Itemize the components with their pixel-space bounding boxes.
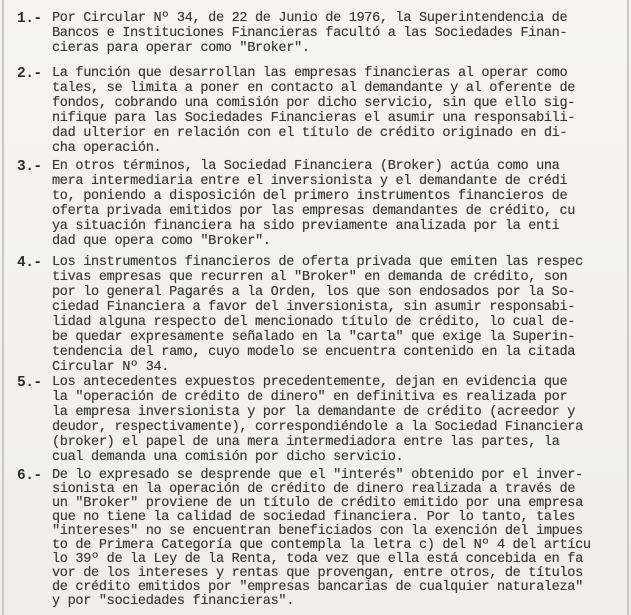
paragraph-line: y por "sociedades financieras".	[52, 594, 295, 609]
paragraph-line: la "operación de crédito de dinero" en definitiva es realizada por	[52, 390, 568, 405]
paragraph-line: un "Broker" proviene de un título de crédito emitido por una empresa	[52, 496, 583, 511]
paragraph-line: cha operación.	[52, 141, 162, 156]
paragraph-line: de crédito emitidos por "empresas bancarias de cualquier naturaleza"	[52, 580, 583, 595]
paragraph-line: ciedad Financiera a favor del inversionista, sin asumir responsabi-	[52, 300, 576, 315]
paragraph-line: tales, se limita a poner en contacto al demandante y al oferente de	[52, 81, 576, 96]
paragraph-line: Los antecedentes expuestos precedentemente, dejan en evidencia que	[52, 375, 568, 390]
paragraph-line: Bancos e Instituciones Financieras facultó a las Sociedades Finan-	[52, 26, 568, 41]
paragraph-line: nifique para las Sociedades Financieras el asumir una responsabili-	[52, 111, 576, 126]
paragraph-line: Circular Nº 34.	[52, 360, 170, 375]
paragraph-number: 5.-	[17, 375, 42, 391]
paragraph-line: cieras para operar como "Broker".	[52, 41, 310, 56]
paragraph-line: cual demanda una comisión por dicho servicio.	[52, 450, 404, 465]
paragraph-line: De lo expresado se desprende que el "interés" obtenido por el inver-	[52, 468, 583, 483]
paragraph-number: 3.-	[17, 159, 42, 175]
paragraph-line: "intereses" no se encuentran beneficiados con la exención del impues	[52, 524, 583, 539]
page-edge-left	[2, 0, 4, 615]
paragraph-number: 1.-	[17, 11, 42, 27]
paragraph-line: En otros términos, la Sociedad Financiera (Broker) actúa como una	[52, 159, 560, 174]
paragraph-line: tendencia del ramo, cuyo modelo se encuentra contenido en la citada	[52, 345, 576, 360]
paragraph-line: oferta privada emitidos por las empresas demandantes de crédito, cu	[52, 204, 576, 219]
paragraph-line: que no tiene la calidad de sociedad financiera. Por lo tanto, tales	[52, 510, 576, 525]
paragraph-line: la empresa inversionista y por la demandante de crédito (acreedor y	[52, 405, 576, 420]
paragraph-line: lo 39º de la Ley de la Renta, toda vez que ella está concebida en fa	[52, 552, 583, 567]
paragraph-line: sionista en la operación de crédito de dinero realizada a través de	[52, 482, 576, 497]
paragraph-number: 4.-	[17, 255, 42, 271]
paragraph-line: dad que opera como "Broker".	[52, 234, 271, 249]
paragraph-line: vor de los intereses y rentas que provengan, entre otros, de títulos	[52, 566, 583, 581]
paragraph-line: (broker) el papel de una mera intermediadora entre las partes, la	[52, 435, 560, 450]
paragraph-number: 6.-	[17, 468, 42, 484]
paragraph-line: dad ulterior en relación con el título de crédito originado en di-	[52, 126, 568, 141]
paragraph-line: deudor, respectivamente), correspondiéndole a la Sociedad Financiera	[52, 420, 583, 435]
page-edge-right	[627, 0, 629, 615]
paragraph-line: Por Circular Nº 34, de 22 de Junio de 1976, la Superintendencia de	[52, 11, 568, 26]
paragraph-line: Los instrumentos financieros de oferta privada que emiten las respec	[52, 255, 583, 270]
paragraph-line: to de Primera Categoría que contempla la letra c) del Nº 4 del artícu	[52, 538, 591, 553]
paragraph-line: be quedar expresamente señalado en la "carta" que exige la Superin-	[52, 330, 576, 345]
paragraph-line: ya situación financiera ha sido previamente analizada por la enti	[52, 219, 560, 234]
paragraph-line: lidad alguna respecto del mencionado título de crédito, lo cual de-	[52, 315, 576, 330]
paragraph-line: mera intermediaria entre el inversionista y el demandante de crédi	[52, 174, 568, 189]
paragraph-number: 2.-	[17, 66, 42, 82]
paragraph-line: tivas empresas que recurren al "Broker" en demanda de crédito, son	[52, 270, 568, 285]
paragraph-line: La función que desarrollan las empresas financieras al operar como	[52, 66, 568, 81]
paragraph-line: to, poniendo a disposición del primero instrumentos financieros de	[52, 189, 568, 204]
paragraph-line: por lo general Pagarés a la Orden, los que son endosados por la So-	[52, 285, 576, 300]
paragraph-line: fondos, cobrando una comisión por dicho servicio, sin que ello sig-	[52, 96, 576, 111]
